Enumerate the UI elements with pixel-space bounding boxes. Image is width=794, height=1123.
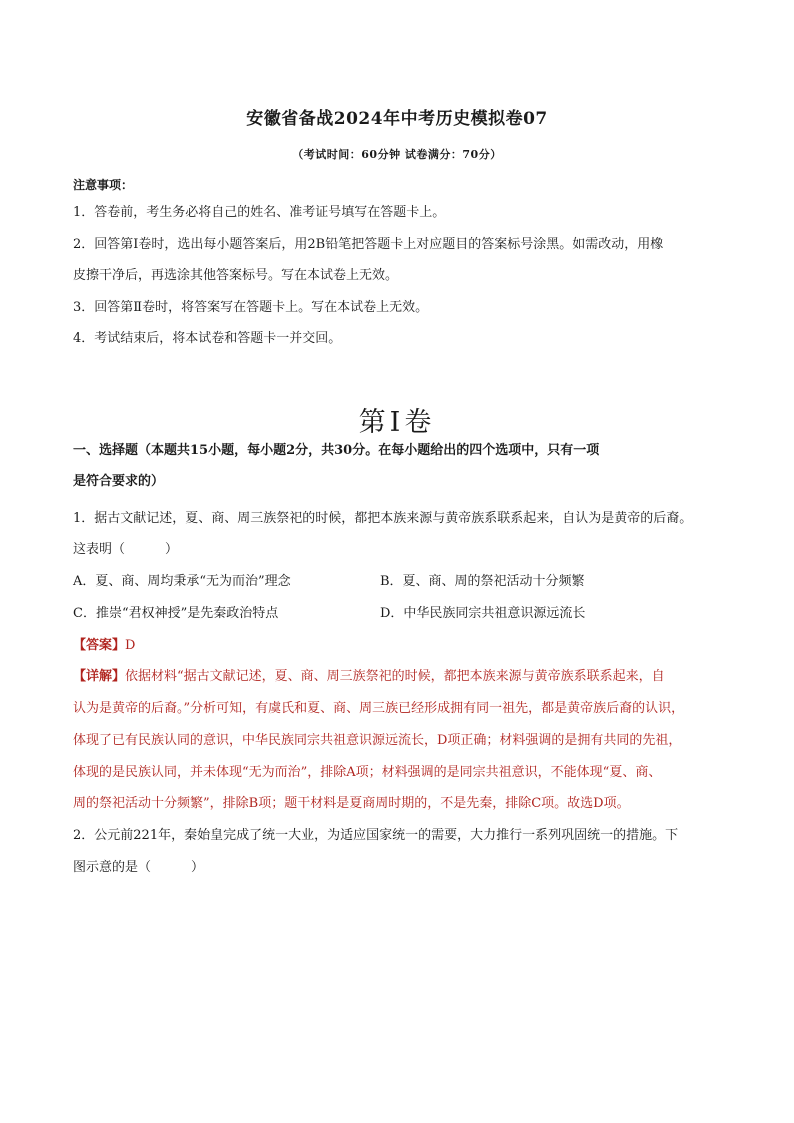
answer-label: 【答案】	[73, 638, 126, 653]
notice-item: 1．答卷前，考生务必将自己的姓名、准考证号填写在答题卡上。	[73, 205, 446, 220]
section-heading-continued: 是符合要求的）	[73, 474, 165, 489]
notice-item: 3．回答第Ⅱ卷时，将答案写在答题卡上。写在本试卷上无效。	[73, 300, 429, 315]
question-2-stem-prefix: 图示意的是（	[73, 860, 152, 875]
detail-text: 周的祭祀活动十分频繁”，排除B项；题干材料是夏商周时期的，不是先秦，排除C项。故选D项。	[73, 796, 630, 811]
question-1-stem-suffix: ）	[165, 542, 179, 557]
question-2-stem: 2．公元前221年，秦始皇完成了统一大业，为适应国家统一的需要，大力推行一系列巩固统一的措施。下	[73, 828, 679, 843]
question-2-stem-continued	[73, 858, 733, 878]
exam-info: （考试时间：60分钟 试卷满分：70分）	[292, 148, 502, 161]
detail-line	[73, 667, 733, 687]
option-d: D．中华民族同宗共祖意识源远流长	[380, 606, 586, 621]
question-2-stem-suffix: ）	[191, 860, 205, 875]
option-b: B．夏、商、周的祭祀活动十分频繁	[380, 574, 585, 589]
part-heading: 第Ⅰ卷	[358, 407, 436, 438]
detail-text: 体现的是民族认同，并未体现“无为而治”，排除A项；材料强调的是同宗共祖意识，不能体现“夏、商、	[73, 765, 662, 780]
section-heading: 一、选择题（本题共15小题，每小题2分，共30分。在每小题给出的四个选项中，只有一项	[73, 443, 600, 458]
notice-item-continued: 皮擦干净后，再选涂其他答案标号。写在本试卷上无效。	[73, 268, 399, 283]
question-1-stem-continued	[73, 540, 733, 560]
page-title: 安徽省备战2024年中考历史模拟卷07	[246, 109, 548, 129]
notice-item: 2．回答第Ⅰ卷时，选出每小题答案后，用2B铅笔把答题卡上对应题目的答案标号涂黑。如需改动，用橡	[73, 237, 664, 252]
option-a: A．夏、商、周均秉承“无为而治”理念	[73, 574, 291, 589]
answer-line	[73, 636, 733, 656]
notice-item: 4．考试结束后，将本试卷和答题卡一并交回。	[73, 331, 342, 346]
detail-text: 依据材料“据古文献记述，夏、商、周三族祭祀的时候，都把本族来源与黄帝族系联系起来，自	[125, 669, 665, 684]
detail-text: 认为是黄帝的后裔。”分析可知，有虞氏和夏、商、周三族已经形成拥有同一祖先，都是黄帝族后裔的认识，	[73, 701, 685, 716]
option-c: C．推崇“君权神授”是先秦政治特点	[73, 606, 279, 621]
detail-text: 体现了已有民族认同的意识，中华民族同宗共祖意识源远流长，D项正确；材料强调的是拥有共同的先祖，	[73, 733, 682, 748]
question-1-stem-prefix: 这表明（	[73, 542, 126, 557]
notice-heading: 注意事项：	[73, 178, 134, 192]
question-1-stem: 1．据古文献记述，夏、商、周三族祭祀的时候，都把本族来源与黄帝族系联系起来，自认为是黄帝的后裔。	[73, 511, 693, 526]
answer-value: D	[125, 638, 136, 653]
detail-label: 【详解】	[73, 669, 126, 684]
